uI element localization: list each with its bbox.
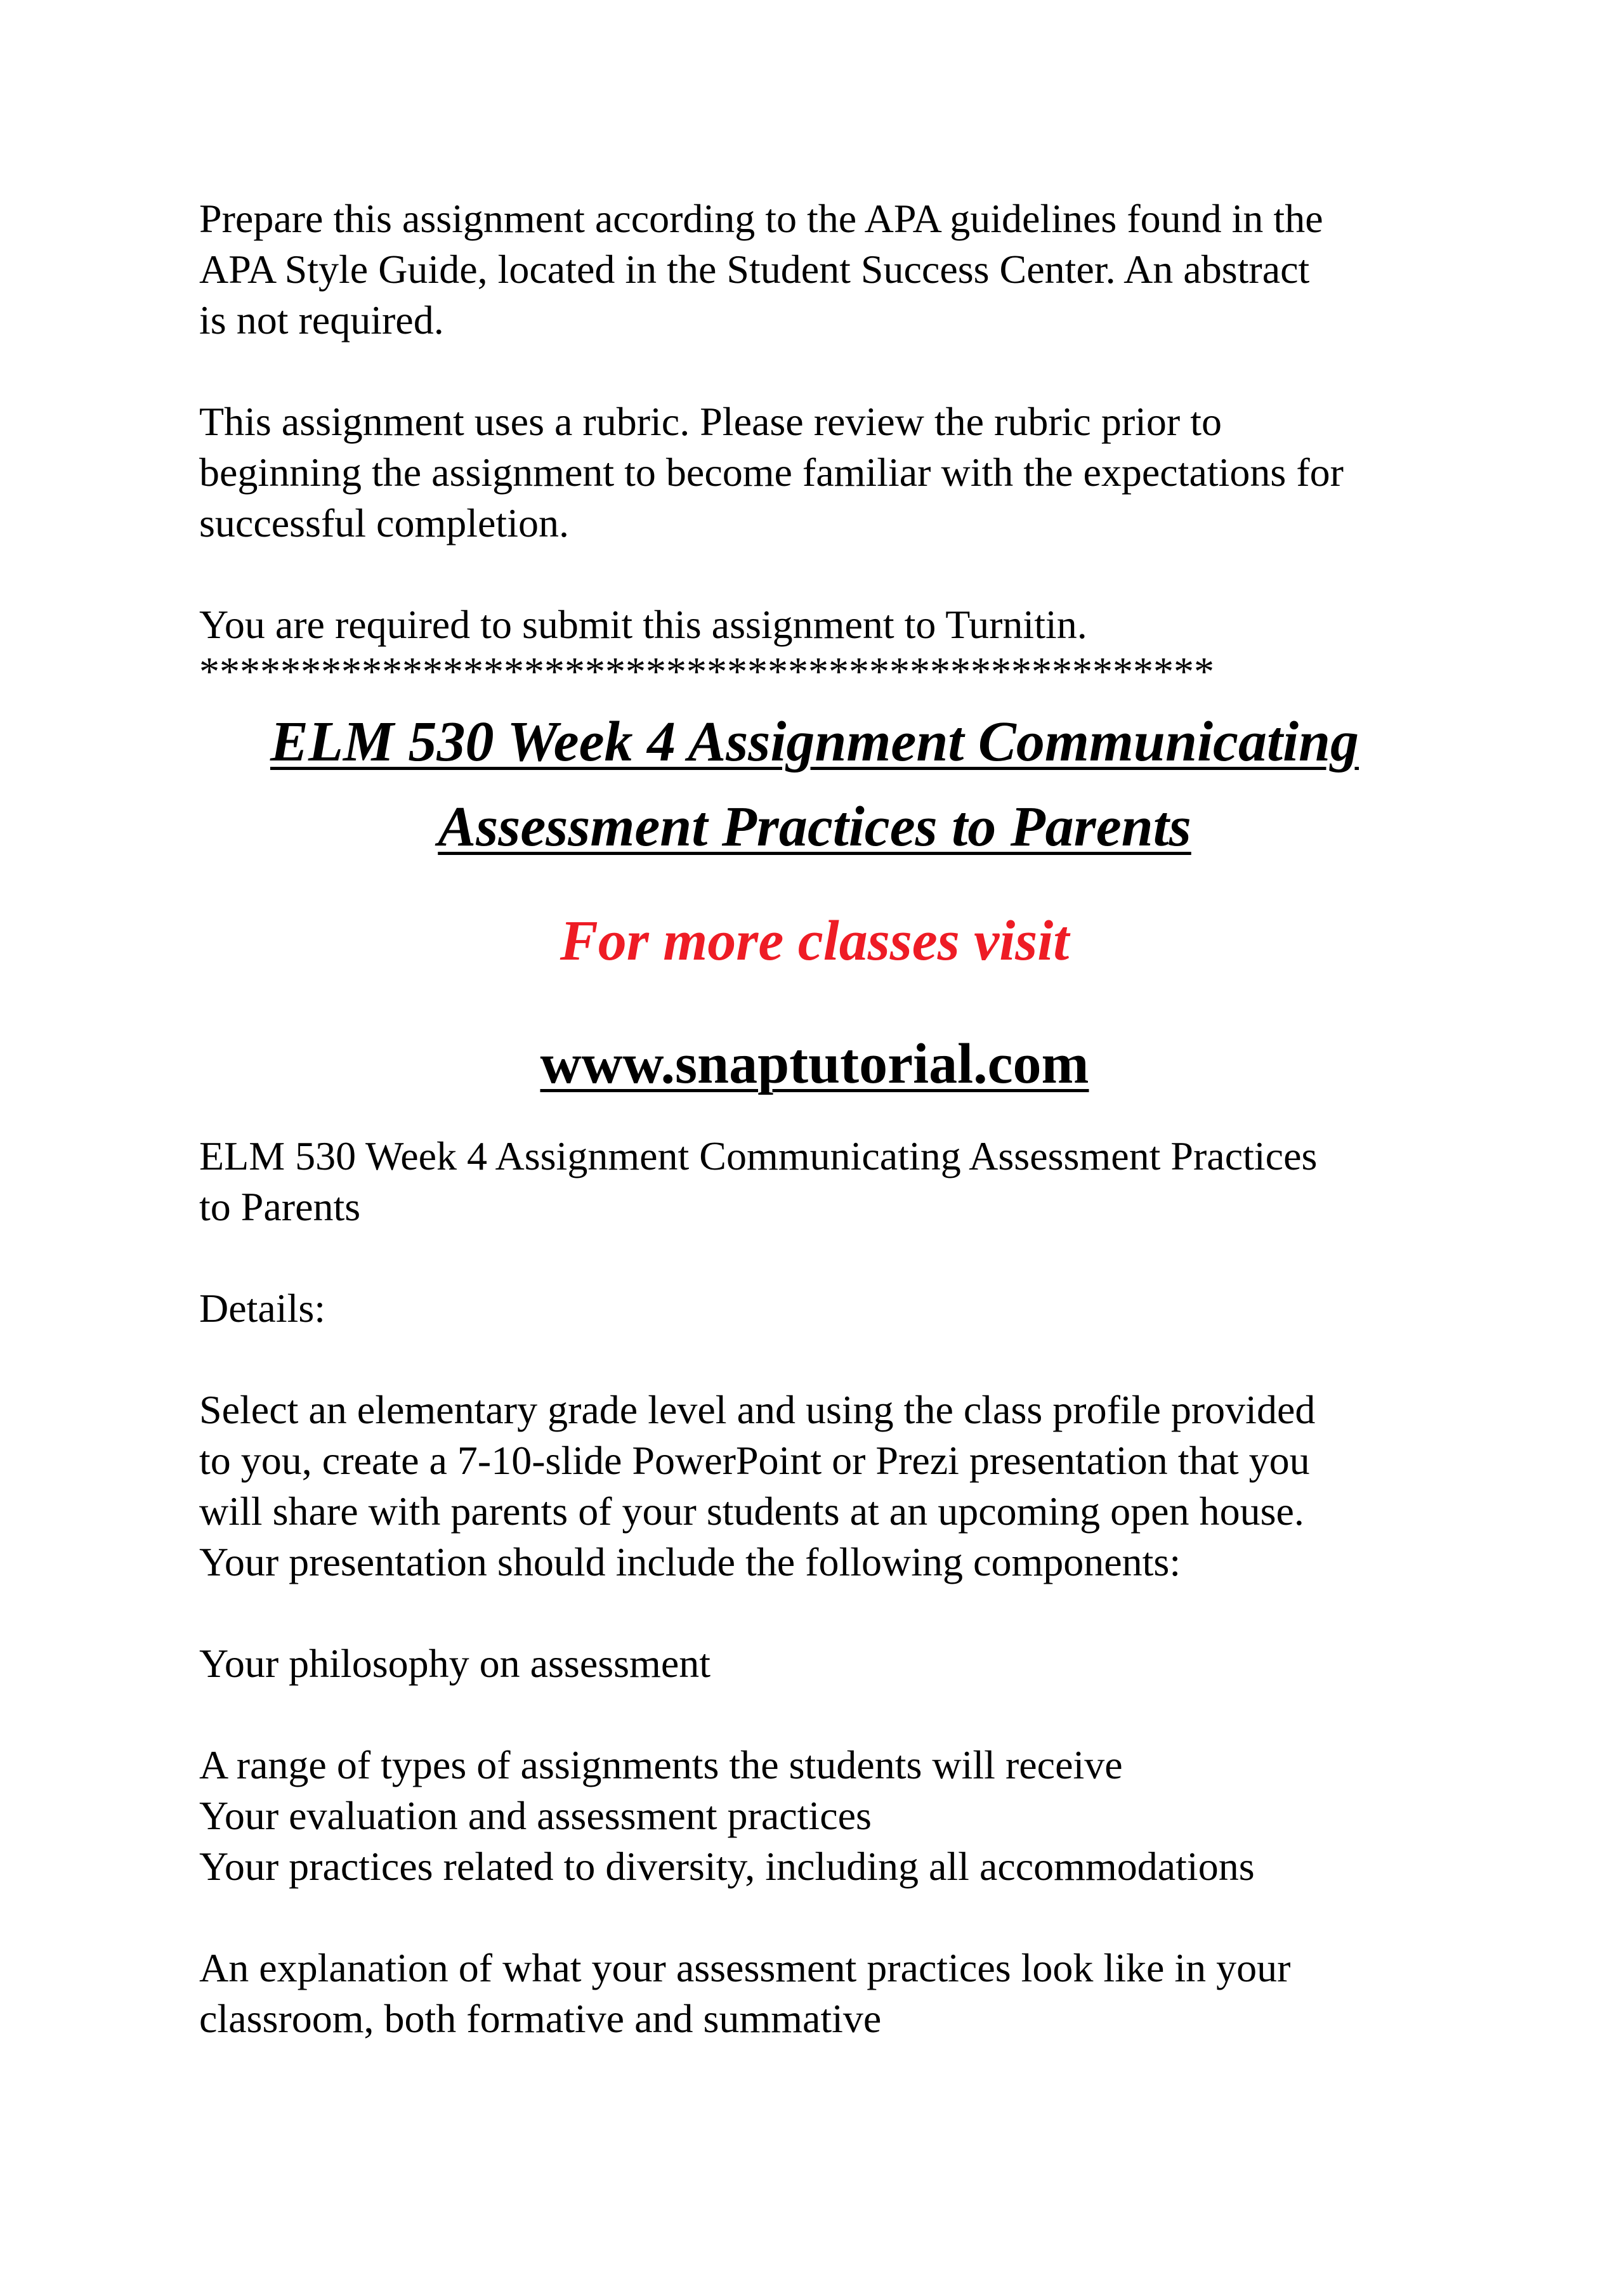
explanation-line-1: An explanation of what your assessment practices look like in your [199, 1945, 1291, 1990]
rubric-line-3: successful completion. [199, 500, 569, 545]
component-list [199, 1740, 1474, 1892]
instruction-line-4: Your presentation should include the following components: [199, 1539, 1181, 1584]
component-line-3: Your practices related to diversity, including all accommodations [199, 1844, 1255, 1889]
course-line-2: to Parents [199, 1184, 361, 1229]
apa-line-3: is not required. [199, 297, 444, 342]
instruction-line-3: will share with parents of your students at an upcoming open house. [199, 1489, 1304, 1534]
paragraph-gap [199, 1232, 1474, 1283]
rubric-paragraph [199, 396, 1474, 549]
title-line-1: ELM 530 Week 4 Assignment Communicating [270, 710, 1359, 773]
course-paragraph [199, 1131, 1474, 1232]
apa-line-2: APA Style Guide, located in the Student Success Center. An abstract [199, 247, 1310, 292]
paragraph-gap [199, 346, 1474, 396]
apa-paragraph [199, 193, 1474, 346]
instruction-line-2: to you, create a 7-10-slide PowerPoint or Prezi presentation that you [199, 1438, 1310, 1483]
visit-promo-text: For more classes visit [560, 910, 1070, 972]
paragraph-gap [199, 549, 1474, 599]
component-line-2: Your evaluation and assessment practices [199, 1793, 872, 1838]
explanation-paragraph [199, 1943, 1474, 2044]
asterisk-separator: ************************************************** [199, 649, 1214, 694]
paragraph-gap [199, 1689, 1474, 1740]
instruction-paragraph [199, 1385, 1474, 1588]
explanation-line-2: classroom, both formative and summative [199, 1996, 882, 2041]
apa-line-1: Prepare this assignment according to the APA guidelines found in the [199, 196, 1323, 241]
website-link[interactable]: www.snaptutorial.com [540, 1033, 1089, 1095]
rubric-line-2: beginning the assignment to become familiar with the expectations for [199, 450, 1344, 495]
details-label: Details: [199, 1286, 326, 1331]
component-line-1: A range of types of assignments the students will receive [199, 1742, 1123, 1787]
paragraph-gap [199, 1588, 1474, 1638]
document-content [199, 193, 1474, 2044]
paragraph-gap [199, 1334, 1474, 1385]
paragraph-gap [199, 1892, 1474, 1943]
course-line-1: ELM 530 Week 4 Assignment Communicating Assessment Practices [199, 1133, 1318, 1178]
rubric-line-1: This assignment uses a rubric. Please review the rubric prior to [199, 399, 1222, 444]
instruction-line-1: Select an elementary grade level and using the class profile provided [199, 1387, 1316, 1432]
assignment-title [199, 700, 1474, 870]
philosophy-line: Your philosophy on assessment [199, 1641, 710, 1686]
turnitin-line: You are required to submit this assignment to Turnitin. [199, 602, 1087, 647]
title-line-2: Assessment Practices to Parents [438, 795, 1191, 858]
